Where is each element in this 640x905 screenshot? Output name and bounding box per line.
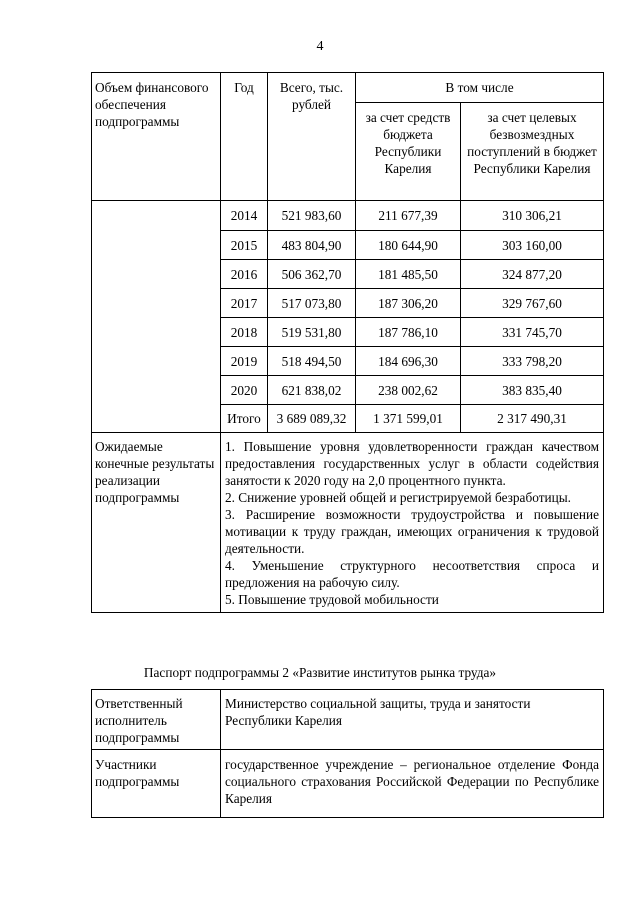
passport-2-title: Паспорт подпрограммы 2 «Развитие институтов рынка труда» — [143, 665, 497, 680]
header-budget: за счет средств бюджета Республики Карелия — [356, 103, 461, 201]
row-targeted: 383 835,40 — [461, 376, 604, 405]
row-budget: 1 371 599,01 — [356, 405, 461, 433]
expected-item: 5. Повышение трудовой мобильности — [225, 592, 439, 607]
expected-item: 2. Снижение уровней общей и регистрируемой безработицы. — [225, 490, 571, 505]
row-budget: 184 696,30 — [356, 347, 461, 376]
row-targeted: 331 745,70 — [461, 318, 604, 347]
page-number: 4 — [316, 39, 324, 54]
participants-label: Участники подпрограммы — [92, 750, 221, 818]
expected-item: 3. Расширение возможности трудоустройства и повышение мотивации к труду граждан, имеющих ограничения к трудовой деятельности. — [225, 507, 599, 556]
row-year: 2020 — [221, 376, 268, 405]
header-including: В том числе — [356, 73, 604, 103]
row-total: 621 838,02 — [268, 376, 356, 405]
row-targeted: 324 877,20 — [461, 260, 604, 289]
header-total: Всего, тыс. рублей — [268, 73, 356, 201]
row-budget: 187 306,20 — [356, 289, 461, 318]
row-total: 521 983,60 — [268, 201, 356, 231]
header-year: Год — [221, 73, 268, 201]
row-targeted: 310 306,21 — [461, 201, 604, 231]
row-year: 2016 — [221, 260, 268, 289]
row-year: 2017 — [221, 289, 268, 318]
row-total: 519 531,80 — [268, 318, 356, 347]
responsible-executor-value: Министерство социальной защиты, труда и занятости Республики Карелия — [221, 690, 604, 750]
row-budget: 187 786,10 — [356, 318, 461, 347]
row-total: 3 689 089,32 — [268, 405, 356, 433]
row-total: 506 362,70 — [268, 260, 356, 289]
header-targeted: за счет целевых безвозмездных поступлений в бюджет Республики Карелия — [461, 103, 604, 201]
row-budget: 180 644,90 — [356, 231, 461, 260]
row-year: 2019 — [221, 347, 268, 376]
financing-label: Объем финансового обеспечения подпрограммы — [92, 73, 221, 201]
row-year: 2014 — [221, 201, 268, 231]
row-year: 2015 — [221, 231, 268, 260]
passport-2-table — [91, 689, 604, 818]
participants-value: государственное учреждение – региональное отделение Фонда социального страхования Российской Федерации по Республике Карелия — [221, 750, 604, 818]
expected-item: 1. Повышение уровня удовлетворенности граждан качеством предоставления государственных услуг в области содействия занятости к 2020 году на 2,0 процентного пункта. — [225, 439, 599, 488]
responsible-executor-label: Ответственный исполнитель подпрограммы — [92, 690, 221, 750]
row-total: 517 073,80 — [268, 289, 356, 318]
expected-results-cell — [221, 433, 604, 613]
row-total-label: Итого — [221, 405, 268, 433]
financing-blank-cell — [92, 201, 221, 433]
row-targeted: 329 767,60 — [461, 289, 604, 318]
expected-item: 4. Уменьшение структурного несоответствия спроса и предложения на рабочую силу. — [225, 558, 599, 590]
row-targeted: 333 798,20 — [461, 347, 604, 376]
row-targeted: 303 160,00 — [461, 231, 604, 260]
row-year: 2018 — [221, 318, 268, 347]
row-budget: 181 485,50 — [356, 260, 461, 289]
row-total: 483 804,90 — [268, 231, 356, 260]
row-budget: 238 002,62 — [356, 376, 461, 405]
row-budget: 211 677,39 — [356, 201, 461, 231]
expected-results-label: Ожидаемые конечные результаты реализации подпрограммы — [92, 433, 221, 613]
row-targeted: 2 317 490,31 — [461, 405, 604, 433]
row-total: 518 494,50 — [268, 347, 356, 376]
financing-table — [91, 72, 604, 613]
